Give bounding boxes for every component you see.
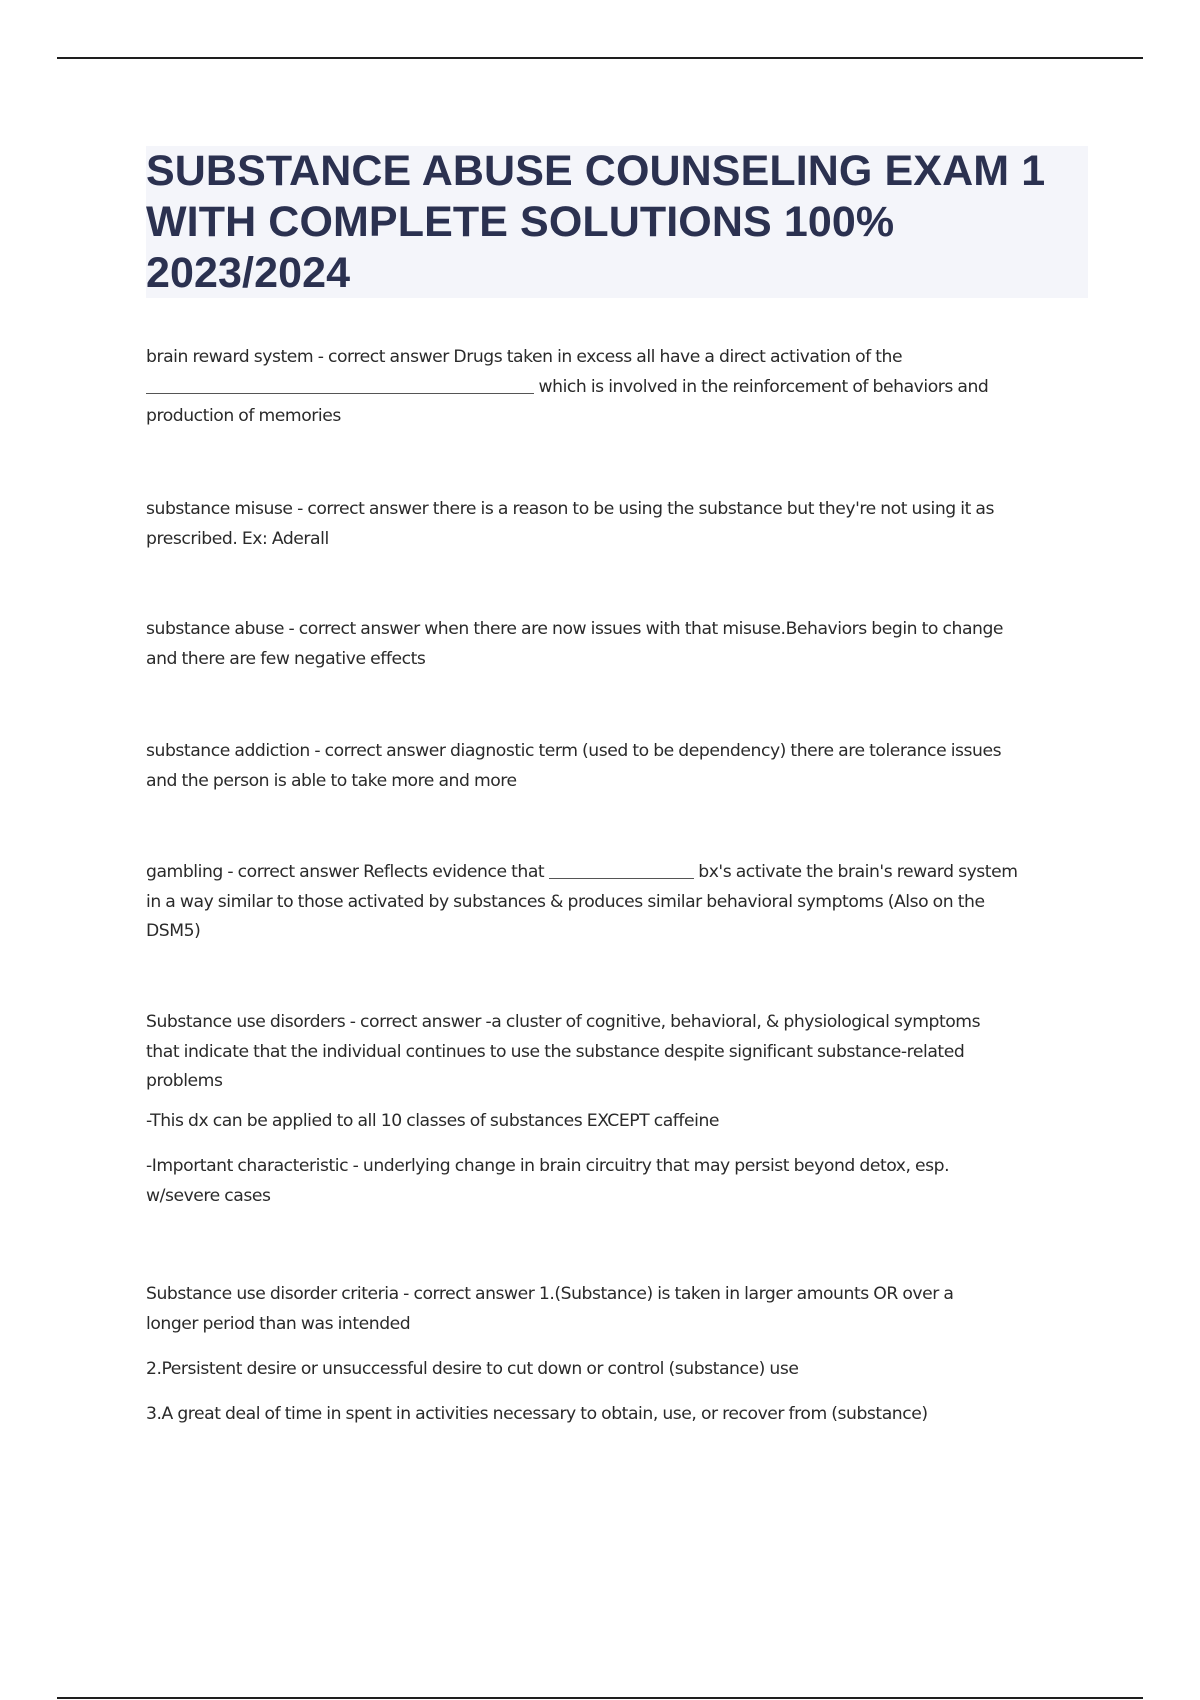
entry-line: 2.Persistent desire or unsuccessful desire to cut down or control (substance) use <box>146 1359 799 1379</box>
document-title <box>146 146 1088 299</box>
title-line-3: 2023/2024 <box>146 249 351 297</box>
entry-line: w/severe cases <box>146 1185 271 1206</box>
entry-line: brain reward system - correct answer Drugs taken in excess all have a direct activation of the <box>146 347 903 367</box>
entry-note <box>146 1152 1106 1211</box>
entry-line: -Important characteristic - underlying change in brain circuitry that may persist beyond detox, esp. <box>146 1156 950 1176</box>
entry-line <box>146 373 1106 403</box>
top-rule <box>57 57 1143 59</box>
entry-line: Substance use disorder criteria - correct answer 1.(Substance) is taken in larger amounts OR over a <box>146 1284 954 1304</box>
entry-line: that indicate that the individual continues to use the substance despite significant substance-related <box>146 1041 965 1062</box>
criteria-item-3 <box>146 1400 1106 1430</box>
entry-line: substance addiction - correct answer diagnostic term (used to be dependency) there are tolerance issues <box>146 741 1002 761</box>
entry-line-text: bx's activate the brain's reward system <box>693 862 1018 882</box>
entry-line: Substance use disorders - correct answer -a cluster of cognitive, behavioral, & physiological symptoms <box>146 1012 981 1032</box>
entry-sud-criteria <box>146 1280 1106 1339</box>
entry-line: -This dx can be applied to all 10 classes of substances EXCEPT caffeine <box>146 1111 720 1131</box>
entry-line: 3.A great deal of time in spent in activities necessary to obtain, use, or recover from (substance) <box>146 1404 928 1424</box>
criteria-item-2 <box>146 1355 1106 1385</box>
entry-line: and there are few negative effects <box>146 648 426 669</box>
title-box <box>146 146 1088 298</box>
entry-line: and the person is able to take more and more <box>146 770 517 791</box>
entry-substance-misuse <box>146 495 1106 554</box>
fill-in-blank <box>146 375 534 393</box>
bottom-rule <box>57 1697 1143 1699</box>
title-line-1: SUBSTANCE ABUSE COUNSELING EXAM 1 <box>146 147 1046 195</box>
entry-line: problems <box>146 1071 223 1091</box>
fill-in-blank <box>549 861 694 879</box>
entry-line: substance misuse - correct answer there is a reason to be using the substance but they're not using it as <box>146 499 994 519</box>
entry-line: production of memories <box>146 406 341 426</box>
entry-line <box>146 858 1106 888</box>
entry-line: DSM5) <box>146 921 201 941</box>
entry-line-text: gambling - correct answer Reflects evidence that <box>146 862 549 882</box>
entry-line: longer period than was intended <box>146 1313 411 1334</box>
entry-brain-reward-system <box>146 343 1106 432</box>
entry-substance-use-disorders <box>146 1008 1106 1097</box>
entry-note <box>146 1107 1106 1137</box>
entry-line: substance abuse - correct answer when there are now issues with that misuse.Behaviors begin to change <box>146 619 1004 639</box>
entry-line-text: which is involved in the reinforcement of behaviors and <box>534 376 989 397</box>
title-line-2: WITH COMPLETE SOLUTIONS 100% <box>146 198 895 246</box>
entry-line: in a way similar to those activated by substances & produces similar behavioral symptoms (Also on the <box>146 891 985 912</box>
entry-substance-addiction <box>146 737 1106 796</box>
entry-gambling <box>146 858 1106 947</box>
entry-line: prescribed. Ex: Aderall <box>146 528 329 549</box>
entry-substance-abuse <box>146 615 1106 674</box>
